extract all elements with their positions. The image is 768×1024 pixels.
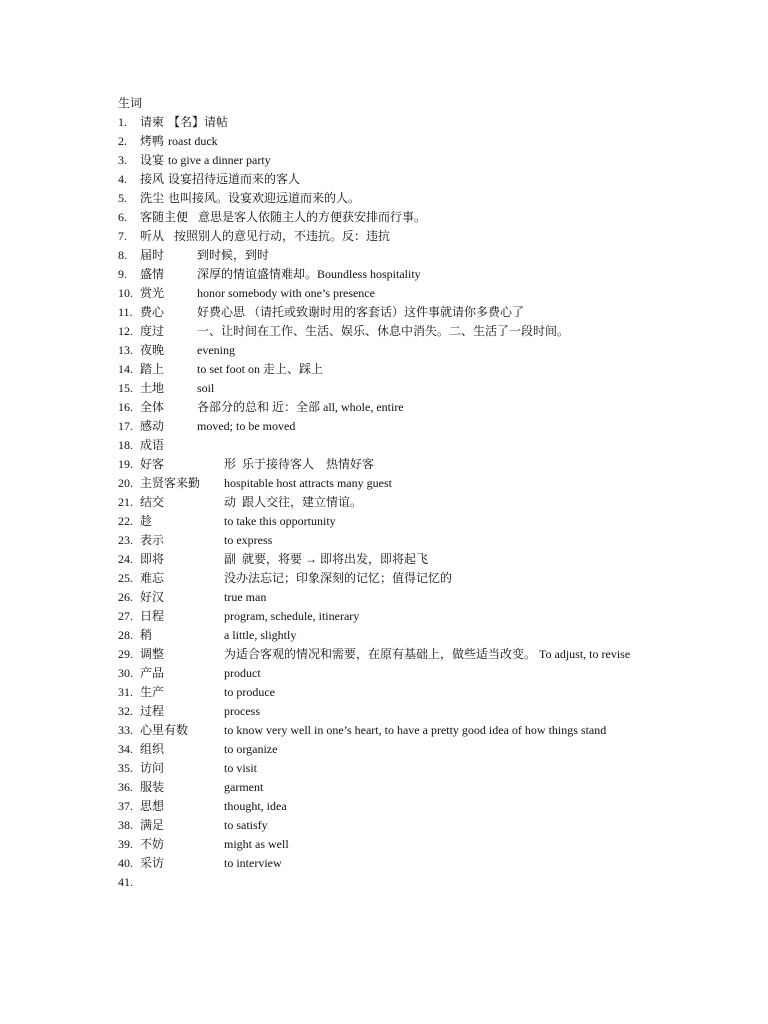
entry-explanation: 【名】请帖 bbox=[168, 115, 229, 129]
entry-number: 2. bbox=[118, 134, 127, 148]
entry-explanation: might as well bbox=[224, 837, 289, 851]
entry-number: 9. bbox=[118, 267, 127, 281]
entry-explanation: 设宴招待远道而来的客人 bbox=[168, 172, 301, 186]
entry-number: 23. bbox=[118, 533, 133, 547]
vocabulary-entry bbox=[118, 151, 652, 170]
entry-term: 盛情 bbox=[140, 267, 165, 281]
vocabulary-entry bbox=[118, 284, 652, 303]
entry-term: 设宴 bbox=[140, 153, 165, 167]
entry-explanation: to express bbox=[224, 533, 273, 547]
entry-term: 烤鸭 bbox=[140, 134, 165, 148]
entry-explanation: thought, idea bbox=[224, 799, 287, 813]
entry-term: 表示 bbox=[140, 533, 165, 547]
entry-number: 34. bbox=[118, 742, 133, 756]
entry-explanation: process bbox=[224, 704, 260, 718]
entry-term: 产品 bbox=[140, 666, 165, 680]
vocabulary-entry bbox=[118, 398, 652, 417]
vocabulary-entry bbox=[118, 379, 652, 398]
entry-term: 好汉 bbox=[140, 590, 165, 604]
entry-number: 22. bbox=[118, 514, 133, 528]
vocabulary-entry bbox=[118, 265, 652, 284]
entry-term: 结交 bbox=[140, 495, 165, 509]
entry-term: 成语 bbox=[140, 438, 165, 452]
entry-explanation: a little, slightly bbox=[224, 628, 297, 642]
vocabulary-entry bbox=[118, 873, 652, 892]
entry-explanation: 也叫接风。设宴欢迎远道而来的人。 bbox=[168, 191, 361, 205]
entry-term: 感动 bbox=[140, 419, 165, 433]
vocabulary-entry bbox=[118, 455, 652, 474]
entry-explanation: program, schedule, itinerary bbox=[224, 609, 360, 623]
vocabulary-entry bbox=[118, 132, 652, 151]
entry-number: 33. bbox=[118, 723, 133, 737]
vocabulary-entry bbox=[118, 322, 652, 341]
entry-term: 过程 bbox=[140, 704, 165, 718]
vocabulary-entry bbox=[118, 683, 652, 702]
entry-term: 全体 bbox=[140, 400, 165, 414]
entry-number: 30. bbox=[118, 666, 133, 680]
entry-explanation: 动 跟人交往，建立情谊。 bbox=[224, 495, 363, 509]
vocabulary-entry bbox=[118, 493, 652, 512]
vocabulary-entry bbox=[118, 702, 652, 721]
entry-number: 13. bbox=[118, 343, 133, 357]
entry-term: 好客 bbox=[140, 457, 165, 471]
entry-explanation: to satisfy bbox=[224, 818, 268, 832]
vocabulary-entry bbox=[118, 170, 652, 189]
entry-explanation: to organize bbox=[224, 742, 278, 756]
vocabulary-entry bbox=[118, 854, 652, 873]
vocabulary-entry bbox=[118, 531, 652, 550]
entry-term: 服装 bbox=[140, 780, 165, 794]
entry-number: 18. bbox=[118, 438, 133, 452]
entry-number: 38. bbox=[118, 818, 133, 832]
entry-term: 生产 bbox=[140, 685, 165, 699]
vocabulary-entry bbox=[118, 740, 652, 759]
entry-explanation: true man bbox=[224, 590, 267, 604]
entry-number: 35. bbox=[118, 761, 133, 775]
entry-explanation: roast duck bbox=[168, 134, 218, 148]
entry-term: 客随主便 bbox=[140, 210, 189, 224]
entry-number: 41. bbox=[118, 875, 133, 889]
vocabulary-entry bbox=[118, 664, 652, 683]
entry-number: 37. bbox=[118, 799, 133, 813]
entry-explanation: moved; to be moved bbox=[197, 419, 296, 433]
entry-explanation: 按照别人的意见行动，不违抗。反：违抗 bbox=[168, 229, 391, 243]
vocabulary-entry bbox=[118, 512, 652, 531]
entry-term: 费心 bbox=[140, 305, 165, 319]
entry-number: 20. bbox=[118, 476, 133, 490]
entry-term: 度过 bbox=[140, 324, 165, 338]
entry-explanation: 各部分的总和 近：全部 all, whole, entire bbox=[197, 400, 404, 414]
vocabulary-entry bbox=[118, 227, 652, 246]
vocabulary-entry bbox=[118, 816, 652, 835]
vocabulary-entry bbox=[118, 189, 652, 208]
vocabulary-entry bbox=[118, 759, 652, 778]
vocabulary-entry bbox=[118, 341, 652, 360]
entry-explanation: to set foot on 走上、踩上 bbox=[197, 362, 323, 376]
entry-term: 土地 bbox=[140, 381, 165, 395]
vocabulary-entry bbox=[118, 246, 652, 265]
entry-term: 请柬 bbox=[140, 115, 165, 129]
entry-number: 29. bbox=[118, 647, 133, 661]
entry-term: 踏上 bbox=[140, 362, 165, 376]
vocabulary-entry bbox=[118, 550, 652, 569]
entry-number: 3. bbox=[118, 153, 127, 167]
entry-explanation: garment bbox=[224, 780, 264, 794]
entry-number: 40. bbox=[118, 856, 133, 870]
entry-number: 24. bbox=[118, 552, 133, 566]
entry-term: 赏光 bbox=[140, 286, 165, 300]
entry-number: 8. bbox=[118, 248, 127, 262]
entry-number: 28. bbox=[118, 628, 133, 642]
entry-term: 满足 bbox=[140, 818, 165, 832]
entry-term: 即将 bbox=[140, 552, 165, 566]
entry-term: 接风 bbox=[140, 172, 165, 186]
entry-term: 不妨 bbox=[140, 837, 165, 851]
entry-number: 21. bbox=[118, 495, 133, 509]
vocabulary-entry bbox=[118, 303, 652, 322]
entry-number: 26. bbox=[118, 590, 133, 604]
entry-number: 14. bbox=[118, 362, 133, 376]
entry-explanation: 深厚的情谊盛情难却。Boundless hospitality bbox=[197, 267, 421, 281]
entry-term: 组织 bbox=[140, 742, 165, 756]
entry-number: 12. bbox=[118, 324, 133, 338]
entry-number: 36. bbox=[118, 780, 133, 794]
vocabulary-entry bbox=[118, 588, 652, 607]
entry-number: 31. bbox=[118, 685, 133, 699]
entry-explanation: 为适合客观的情况和需要，在原有基础上，做些适当改变。 To adjust, to revise bbox=[224, 647, 631, 661]
entry-number: 6. bbox=[118, 210, 127, 224]
entry-explanation: soil bbox=[197, 381, 215, 395]
entry-number: 16. bbox=[118, 400, 133, 414]
entry-term: 洗尘 bbox=[140, 191, 165, 205]
entry-term: 访问 bbox=[140, 761, 165, 775]
entry-explanation: 形 乐于接待客人 热情好客 bbox=[224, 457, 375, 471]
entry-term: 采访 bbox=[140, 856, 165, 870]
entry-number: 32. bbox=[118, 704, 133, 718]
entry-number: 15. bbox=[118, 381, 133, 395]
entry-explanation: evening bbox=[197, 343, 235, 357]
entry-term: 难忘 bbox=[140, 571, 165, 585]
entry-explanation: 副 就要，将要 → 即将出发，即将起飞 bbox=[224, 552, 429, 566]
vocabulary-entry bbox=[118, 417, 652, 436]
entry-number: 19. bbox=[118, 457, 133, 471]
entry-term: 稍 bbox=[140, 628, 153, 642]
entry-number: 39. bbox=[118, 837, 133, 851]
vocabulary-list bbox=[118, 113, 652, 892]
entry-explanation: product bbox=[224, 666, 261, 680]
entry-number: 5. bbox=[118, 191, 127, 205]
vocabulary-entry bbox=[118, 797, 652, 816]
entry-term: 调整 bbox=[140, 647, 165, 661]
entry-term: 听从 bbox=[140, 229, 165, 243]
vocabulary-entry bbox=[118, 778, 652, 797]
entry-explanation: to take this opportunity bbox=[224, 514, 336, 528]
entry-number: 27. bbox=[118, 609, 133, 623]
entry-number: 10. bbox=[118, 286, 133, 300]
entry-explanation: honor somebody with one’s presence bbox=[197, 286, 375, 300]
entry-number: 11. bbox=[118, 305, 133, 319]
entry-explanation: to visit bbox=[224, 761, 258, 775]
entry-number: 1. bbox=[118, 115, 127, 129]
entry-explanation: to interview bbox=[224, 856, 282, 870]
entry-term: 主贤客来勤 bbox=[140, 476, 201, 490]
vocabulary-entry bbox=[118, 645, 652, 664]
entry-term: 趁 bbox=[140, 514, 153, 528]
entry-number: 4. bbox=[118, 172, 127, 186]
entry-number: 25. bbox=[118, 571, 133, 585]
vocabulary-entry bbox=[118, 607, 652, 626]
entry-explanation: 意思是客人依随主人的方便获安排而行事。 bbox=[192, 210, 427, 224]
entry-explanation: 没办法忘记；印象深刻的记忆；值得记忆的 bbox=[224, 571, 453, 585]
entry-explanation: 好费心思 （请托或致谢时用的客套话）这件事就请你多费心了 bbox=[197, 305, 525, 319]
entry-term: 届时 bbox=[140, 248, 165, 262]
entry-explanation: 到时候，到时 bbox=[197, 248, 270, 262]
vocabulary-entry bbox=[118, 360, 652, 379]
vocabulary-entry bbox=[118, 835, 652, 854]
vocabulary-heading: 生词 bbox=[118, 96, 143, 110]
entry-term: 思想 bbox=[140, 799, 165, 813]
vocabulary-entry bbox=[118, 569, 652, 588]
entry-number: 7. bbox=[118, 229, 127, 243]
vocabulary-entry bbox=[118, 474, 652, 493]
entry-explanation: to give a dinner party bbox=[168, 153, 271, 167]
vocabulary-entry bbox=[118, 721, 652, 740]
vocabulary-entry bbox=[118, 208, 652, 227]
entry-number: 17. bbox=[118, 419, 133, 433]
entry-term: 心里有数 bbox=[140, 723, 189, 737]
entry-term: 夜晚 bbox=[140, 343, 165, 357]
entry-explanation: 一、让时间在工作、生活、娱乐、休息中消失。二、生活了一段时间。 bbox=[197, 324, 570, 338]
entry-explanation: hospitable host attracts many guest bbox=[224, 476, 392, 490]
entry-explanation: to produce bbox=[224, 685, 275, 699]
entry-explanation: to know very well in one’s heart, to have a pretty good idea of how things stand bbox=[224, 723, 607, 737]
vocabulary-entry bbox=[118, 626, 652, 645]
entry-term: 日程 bbox=[140, 609, 165, 623]
vocabulary-entry bbox=[118, 436, 652, 455]
vocabulary-entry bbox=[118, 113, 652, 132]
